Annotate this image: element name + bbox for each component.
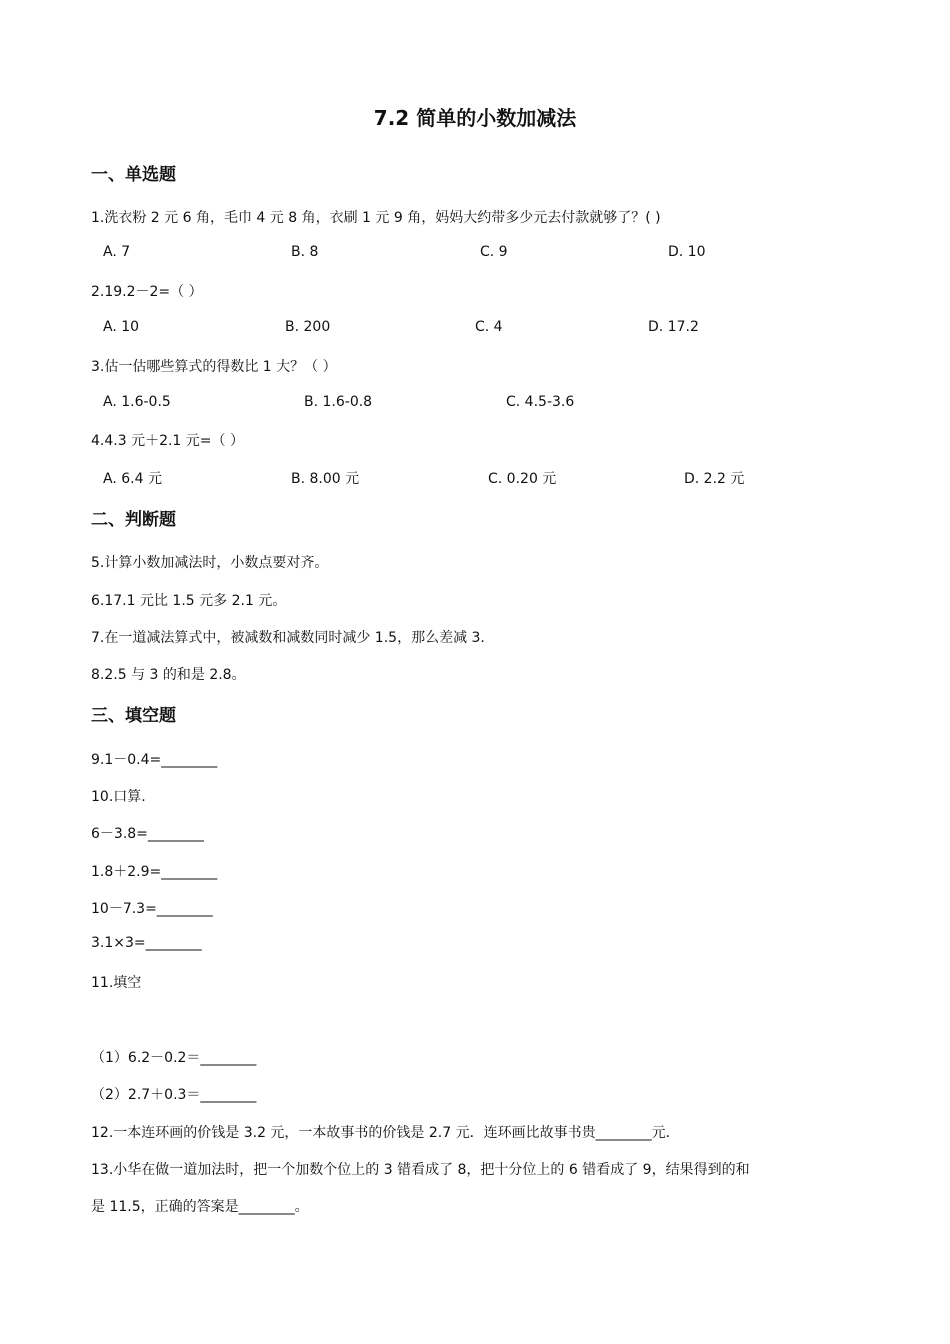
section-heading-true-false: 二、判断题 (91, 510, 176, 530)
question-9: 9.1－0.4=________ (91, 752, 218, 768)
question-1: 1.洗衣粉 2 元 6 角，毛巾 4 元 8 角，衣刷 1 元 9 角，妈妈大约带多少元去付款就够了？( ) (91, 210, 661, 226)
q4-option-a: A. 6.4 元 (103, 471, 162, 487)
q11-item-1: （1）6.2－0.2＝________ (91, 1050, 257, 1066)
q4-option-c: C. 0.20 元 (488, 471, 557, 487)
question-4: 4.4.3 元＋2.1 元=（ ） (91, 433, 244, 449)
question-7: 7.在一道减法算式中，被减数和减数同时减少 1.5，那么差减 3. (91, 630, 485, 646)
q10-item-4: 3.1×3=________ (91, 935, 202, 951)
section-heading-fill-blank: 三、填空题 (91, 706, 176, 726)
question-11: 11.填空 (91, 975, 142, 991)
q2-option-d: D. 17.2 (648, 319, 699, 335)
q1-option-b: B. 8 (291, 244, 319, 260)
q3-option-a: A. 1.6-0.5 (103, 394, 171, 410)
q10-item-2: 1.8＋2.9=________ (91, 864, 218, 880)
q10-item-1: 6－3.8=________ (91, 826, 204, 842)
q2-option-b: B. 200 (285, 319, 331, 335)
q11-item-2: （2）2.7＋0.3＝________ (91, 1087, 257, 1103)
q1-option-c: C. 9 (480, 244, 508, 260)
q3-option-c: C. 4.5-3.6 (506, 394, 575, 410)
question-2: 2.19.2－2=（ ） (91, 284, 203, 300)
q3-option-b: B. 1.6-0.8 (304, 394, 373, 410)
q1-option-a: A. 7 (103, 244, 131, 260)
question-12: 12.一本连环画的价钱是 3.2 元，一本故事书的价钱是 2.7 元．连环画比故事书贵________元． (91, 1125, 680, 1141)
section-heading-single-choice: 一、单选题 (91, 165, 176, 185)
q4-option-d: D. 2.2 元 (684, 471, 745, 487)
q1-option-d: D. 10 (668, 244, 706, 260)
question-3: 3.估一估哪些算式的得数比 1 大？（ ） (91, 359, 337, 375)
question-8: 8.2.5 与 3 的和是 2.8。 (91, 667, 246, 683)
question-13-line-1: 13.小华在做一道加法时，把一个加数个位上的 3 错看成了 8，把十分位上的 6 错看成了 9，结果得到的和 (91, 1162, 750, 1178)
q2-option-a: A. 10 (103, 319, 140, 335)
question-6: 6.17.1 元比 1.5 元多 2.1 元。 (91, 593, 287, 609)
q10-item-3: 10－7.3=________ (91, 901, 213, 917)
question-10: 10.口算. (91, 789, 146, 805)
question-13-line-2: 是 11.5，正确的答案是________。 (91, 1199, 309, 1215)
q2-option-c: C. 4 (475, 319, 503, 335)
question-5: 5.计算小数加减法时，小数点要对齐。 (91, 555, 329, 571)
page-title: 7.2 简单的小数加减法 (373, 106, 577, 130)
q4-option-b: B. 8.00 元 (291, 471, 360, 487)
